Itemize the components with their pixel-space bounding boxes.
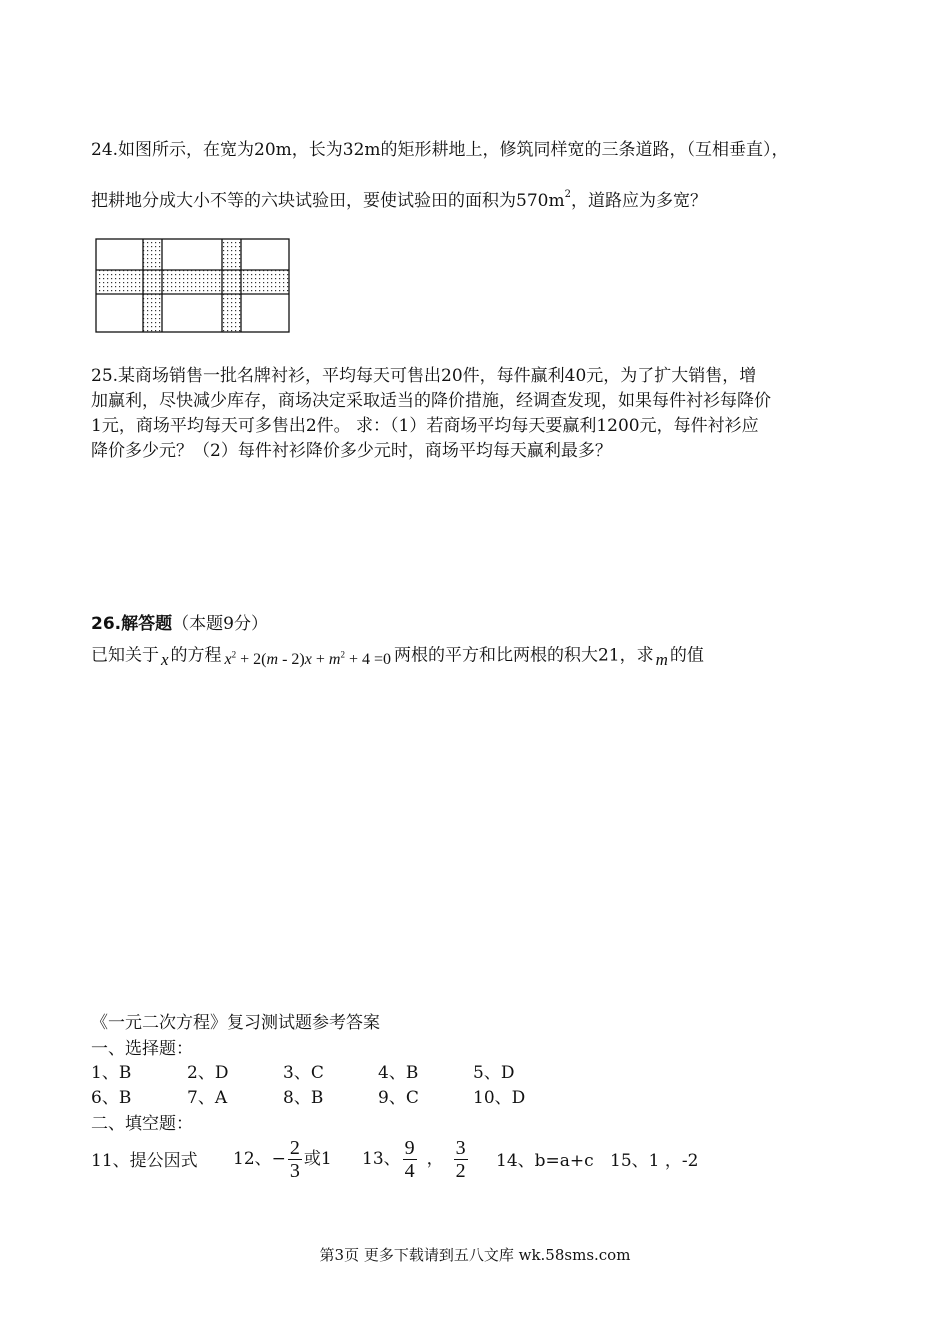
- choice-answer: 2、D: [187, 1063, 229, 1083]
- q26-points: （本题9分）: [172, 614, 268, 634]
- field-road-diagram: [94, 237, 292, 334]
- choice-answer: 9、C: [378, 1088, 419, 1108]
- q26-text-c: 两根的平方和比两根的积大21，求: [393, 645, 654, 666]
- a12-fraction: [288, 1137, 302, 1182]
- a13-denominator-2: 2: [455, 1159, 466, 1182]
- a13-numerator-1: 9: [404, 1136, 415, 1159]
- fill-answer-15: 15、1 ，-2: [610, 1151, 699, 1171]
- choice-answer: 1、B: [91, 1063, 132, 1083]
- choice-answer: 8、B: [283, 1088, 324, 1108]
- fill-answer-14: 14、b=a+c: [496, 1151, 594, 1171]
- a12-denominator: 3: [289, 1159, 300, 1182]
- road-horizontal: [96, 270, 289, 294]
- fill-answer-11: 11、提公因式: [91, 1151, 198, 1171]
- a12-prefix: 12、−: [233, 1149, 286, 1169]
- answers-section2: 二、填空题：: [91, 1114, 193, 1134]
- q24-line2-sup: 2: [564, 189, 571, 200]
- fill-answer-13: [362, 1134, 470, 1184]
- choice-answer: 5、D: [473, 1063, 515, 1083]
- choice-answer: 7、A: [187, 1088, 228, 1108]
- q25-line4: 降价多少元？（2）每件衬衫降价多少元时，商场平均每天赢利最多？: [91, 441, 612, 461]
- q25-line3: 1元，商场平均每天可多售出2件。 求：（1）若商场平均每天要赢利1200元，每件衬衫应: [91, 416, 759, 436]
- q24-line2-text-a: 把耕地分成大小不等的六块试验田，要使试验田的面积为570m: [91, 191, 565, 211]
- answers-title: 《一元二次方程》复习测试题参考答案: [91, 1013, 380, 1033]
- a13-fraction-2: [454, 1137, 468, 1182]
- a12-numerator: 2: [289, 1136, 300, 1159]
- q26-problem: [91, 638, 704, 669]
- q26-heading: 26.解答题: [91, 614, 173, 634]
- q24-line2-text-b: ，道路应为多宽？: [570, 191, 707, 211]
- a13-prefix: 13、: [362, 1149, 401, 1169]
- q26-text-b: 的方程: [170, 645, 222, 666]
- q24-line2: [91, 182, 707, 214]
- q25-line2: 加赢利，尽快减少库存，商场决定采取适当的降价措施，经调查发现，如果每件衬衫每降价: [91, 391, 771, 411]
- q26-text-a: 已知关于: [91, 645, 159, 666]
- a13-numerator-2: 3: [455, 1136, 466, 1159]
- road-vertical-left: [143, 239, 162, 332]
- a12-suffix: 或1: [303, 1149, 332, 1169]
- page-footer: 第3页 更多下载请到五八文库 wk.58sms.com: [319, 1246, 631, 1264]
- q26-heading-line: [91, 611, 268, 637]
- q26-equation: $x^2 + 2(m - 2)x + m^2 + 4 =0$: [224, 650, 391, 669]
- q24-line1: 24.如图所示，在宽为20m，长为32m的矩形耕地上，修筑同样宽的三条道路，（互相垂直），: [91, 140, 789, 160]
- q25-line1: 25.某商场销售一批名牌衬衫，平均每天可售出20件，每件赢利40元，为了扩大销售，增: [91, 366, 757, 386]
- fill-answer-12: [233, 1134, 332, 1184]
- choice-answer: 4、B: [378, 1063, 419, 1083]
- choice-answer: 6、B: [91, 1088, 132, 1108]
- a13-fraction-1: [403, 1137, 417, 1182]
- choice-answer: 3、C: [283, 1063, 324, 1083]
- q26-var-m: m: [655, 650, 668, 670]
- road-vertical-right: [222, 239, 241, 332]
- q26-var-x: x: [161, 650, 169, 670]
- choice-answer: 10、D: [473, 1088, 526, 1108]
- answers-section1: 一、选择题：: [91, 1039, 193, 1059]
- a13-separator: ，: [426, 1149, 444, 1169]
- a13-denominator-1: 4: [404, 1159, 415, 1182]
- q26-text-d: 的值: [669, 645, 704, 666]
